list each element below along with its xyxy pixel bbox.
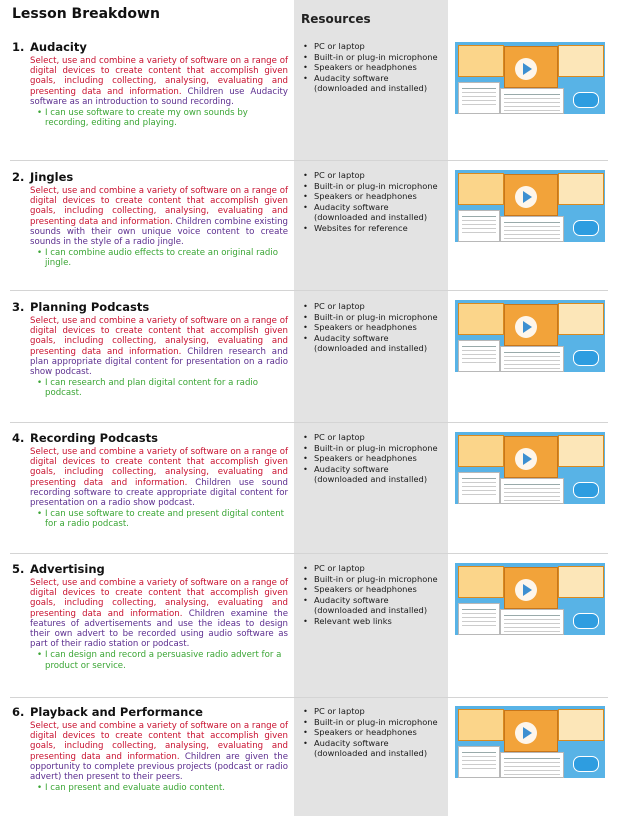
resources-column-background (294, 0, 448, 816)
i-can-text: I can present and evaluate audio content. (45, 783, 226, 794)
lesson-title: Planning Podcasts (30, 300, 150, 314)
resource-item: • Built-in or plug-in microphone (303, 573, 438, 584)
lesson-number: 1. (12, 40, 25, 54)
lesson-title: Jingles (30, 170, 74, 184)
lesson-4-resources (303, 432, 443, 485)
twinkl-logo-icon (573, 756, 599, 772)
lesson-objective (30, 721, 288, 782)
lesson-number: 3. (12, 300, 25, 314)
resource-item: • PC or laptop (303, 41, 365, 51)
lesson-6-thumbnail[interactable] (455, 706, 605, 778)
i-can-statement: • I can use software to create my own sounds by recording, editing and playing. (37, 108, 248, 129)
children-activity: Children are given the opportunity to complete previous projects (podcast or radio advert) then present to their peers. (30, 751, 288, 783)
lesson-1 (12, 40, 288, 128)
children-activity: Children combine existing sounds with their own unique voice content to create sounds in the style of a radio jingle. (30, 216, 288, 248)
lesson-title: Audacity (30, 40, 87, 54)
lesson-heading (12, 40, 288, 54)
row-divider (10, 553, 608, 554)
resource-item: • Built-in or plug-in microphone (303, 51, 438, 62)
lesson-title: Advertising (30, 562, 105, 576)
resource-item: • PC or laptop (303, 301, 365, 311)
lesson-number: 5. (12, 562, 25, 576)
resource-item: • Audacity software (downloaded and installed) (303, 463, 428, 485)
i-can-text: I can research and plan digital content for a radio podcast. (45, 378, 259, 399)
lesson-objective (30, 447, 288, 508)
curriculum-objective: Select, use and combine a variety of software on a range of digital devices to create content that accomplish given goals, including collecting, analysing, evaluating and presenting data and information. (30, 447, 288, 488)
curriculum-objective: Select, use and combine a variety of software on a range of digital devices to create content that accomplish given goals, including collecting, analysing, evaluating and presenting data and information. (30, 316, 288, 357)
lesson-number: 2. (12, 170, 25, 184)
i-can-statement: • I can research and plan digital content for a radio podcast. (37, 378, 259, 399)
resource-item: • Audacity software (downloaded and installed) (303, 201, 428, 223)
lesson-1-thumbnail[interactable] (455, 42, 605, 114)
resource-item: • Speakers or headphones (303, 322, 417, 333)
twinkl-logo-icon (573, 220, 599, 236)
resource-item: • PC or laptop (303, 706, 365, 716)
lesson-heading (12, 300, 288, 314)
i-can-text: I can use software to create and present digital content for a radio podcast. (45, 509, 285, 530)
lesson-objective (30, 56, 288, 107)
resource-item: • PC or laptop (303, 432, 365, 442)
children-activity: Children examine the features of advertisements and use the ideas to design their own advert to be recorded using audio software as part of their radio station or podcast. (30, 608, 289, 650)
lesson-6-resources (303, 706, 443, 759)
lesson-heading (12, 170, 288, 184)
resource-item: • Speakers or headphones (303, 62, 417, 73)
twinkl-logo-icon (573, 482, 599, 498)
lesson-5-resources (303, 563, 443, 627)
lesson-number: 4. (12, 431, 25, 445)
resource-item: • Speakers or headphones (303, 584, 417, 595)
curriculum-objective: Select, use and combine a variety of software on a range of digital devices to create content that accomplish given goals, including collecting, analysing, evaluating and presenting data and information. (30, 721, 288, 762)
resources-heading: Resources (301, 12, 371, 26)
twinkl-logo-icon (573, 613, 599, 629)
twinkl-logo-icon (573, 350, 599, 366)
lesson-title: Playback and Performance (30, 705, 203, 719)
children-activity: Children research and plan appropriate digital content for presentation on a radio show podcast. (30, 346, 288, 378)
lesson-5-thumbnail[interactable] (455, 563, 605, 635)
play-icon[interactable] (515, 579, 537, 601)
resource-item: • Websites for reference (303, 222, 408, 233)
lesson-1-resources (303, 41, 443, 94)
resource-item: • Audacity software (downloaded and installed) (303, 332, 428, 354)
lesson-heading (12, 431, 288, 445)
i-can-statement: • I can combine audio effects to create an original radio jingle. (37, 248, 279, 269)
twinkl-logo-icon (573, 92, 599, 108)
resource-item: • Speakers or headphones (303, 191, 417, 202)
lesson-number: 6. (12, 705, 25, 719)
lesson-objective (30, 578, 288, 649)
i-can-text: I can use software to create my own sounds by recording, editing and playing. (45, 108, 248, 129)
play-icon[interactable] (515, 722, 537, 744)
lesson-3-resources (303, 301, 443, 354)
row-divider (10, 160, 608, 161)
lesson-title: Recording Podcasts (30, 431, 158, 445)
lesson-2-thumbnail[interactable] (455, 170, 605, 242)
resource-item: • PC or laptop (303, 170, 365, 180)
lesson-3 (12, 300, 288, 399)
lesson-objective (30, 316, 288, 377)
resource-item: • Built-in or plug-in microphone (303, 311, 438, 322)
play-icon[interactable] (515, 448, 537, 470)
lesson-heading (12, 562, 288, 576)
row-divider (10, 290, 608, 291)
row-divider (10, 422, 608, 423)
resource-item: • Audacity software (downloaded and installed) (303, 594, 428, 616)
curriculum-objective: Select, use and combine a variety of software on a range of digital devices to create content that accomplish given goals, including collecting, analysing, evaluating and presenting data and information. (30, 578, 288, 619)
i-can-text: I can combine audio effects to create an original radio jingle. (45, 248, 279, 269)
resource-item: • Built-in or plug-in microphone (303, 442, 438, 453)
resource-item: • Speakers or headphones (303, 727, 417, 738)
resource-item: • Built-in or plug-in microphone (303, 180, 438, 191)
curriculum-objective: Select, use and combine a variety of software on a range of digital devices to create content that accomplish given goals, including collecting, analysing, evaluating and presenting data and information. (30, 186, 288, 227)
resource-item: • Built-in or plug-in microphone (303, 716, 438, 727)
resource-item: • Speakers or headphones (303, 453, 417, 464)
lesson-2 (12, 170, 288, 269)
children-activity: Children use sound recording software to create appropriate digital content for presentation on a radio show podcast. (30, 477, 288, 509)
children-activity: Children use Audacity software as an introduction to sound recording. (30, 86, 288, 107)
i-can-text: I can design and record a persuasive radio advert for a product or service. (45, 650, 282, 671)
play-icon[interactable] (515, 316, 537, 338)
i-can-statement: • I can design and record a persuasive radio advert for a product or service. (37, 650, 282, 671)
resource-item: • Audacity software (downloaded and installed) (303, 737, 428, 759)
play-icon[interactable] (515, 186, 537, 208)
i-can-statement: • I can use software to create and present digital content for a radio podcast. (37, 509, 285, 530)
resource-item: • Audacity software (downloaded and installed) (303, 72, 428, 94)
lesson-6 (12, 705, 288, 793)
lesson-5 (12, 562, 288, 671)
lesson-3-thumbnail[interactable] (455, 300, 605, 372)
curriculum-objective: Select, use and combine a variety of software on a range of digital devices to create content that accomplish given goals, including collecting, analysing, evaluating and presenting data and information. (30, 56, 288, 97)
play-icon[interactable] (515, 58, 537, 80)
lesson-2-resources (303, 170, 443, 234)
lesson-heading (12, 705, 288, 719)
i-can-statement: • I can present and evaluate audio content. (37, 783, 226, 794)
resource-item: • Relevant web links (303, 615, 392, 626)
page-title: Lesson Breakdown (12, 6, 160, 22)
lesson-4 (12, 431, 288, 530)
lesson-objective (30, 186, 288, 247)
lesson-4-thumbnail[interactable] (455, 432, 605, 504)
resource-item: • PC or laptop (303, 563, 365, 573)
row-divider (10, 697, 608, 698)
